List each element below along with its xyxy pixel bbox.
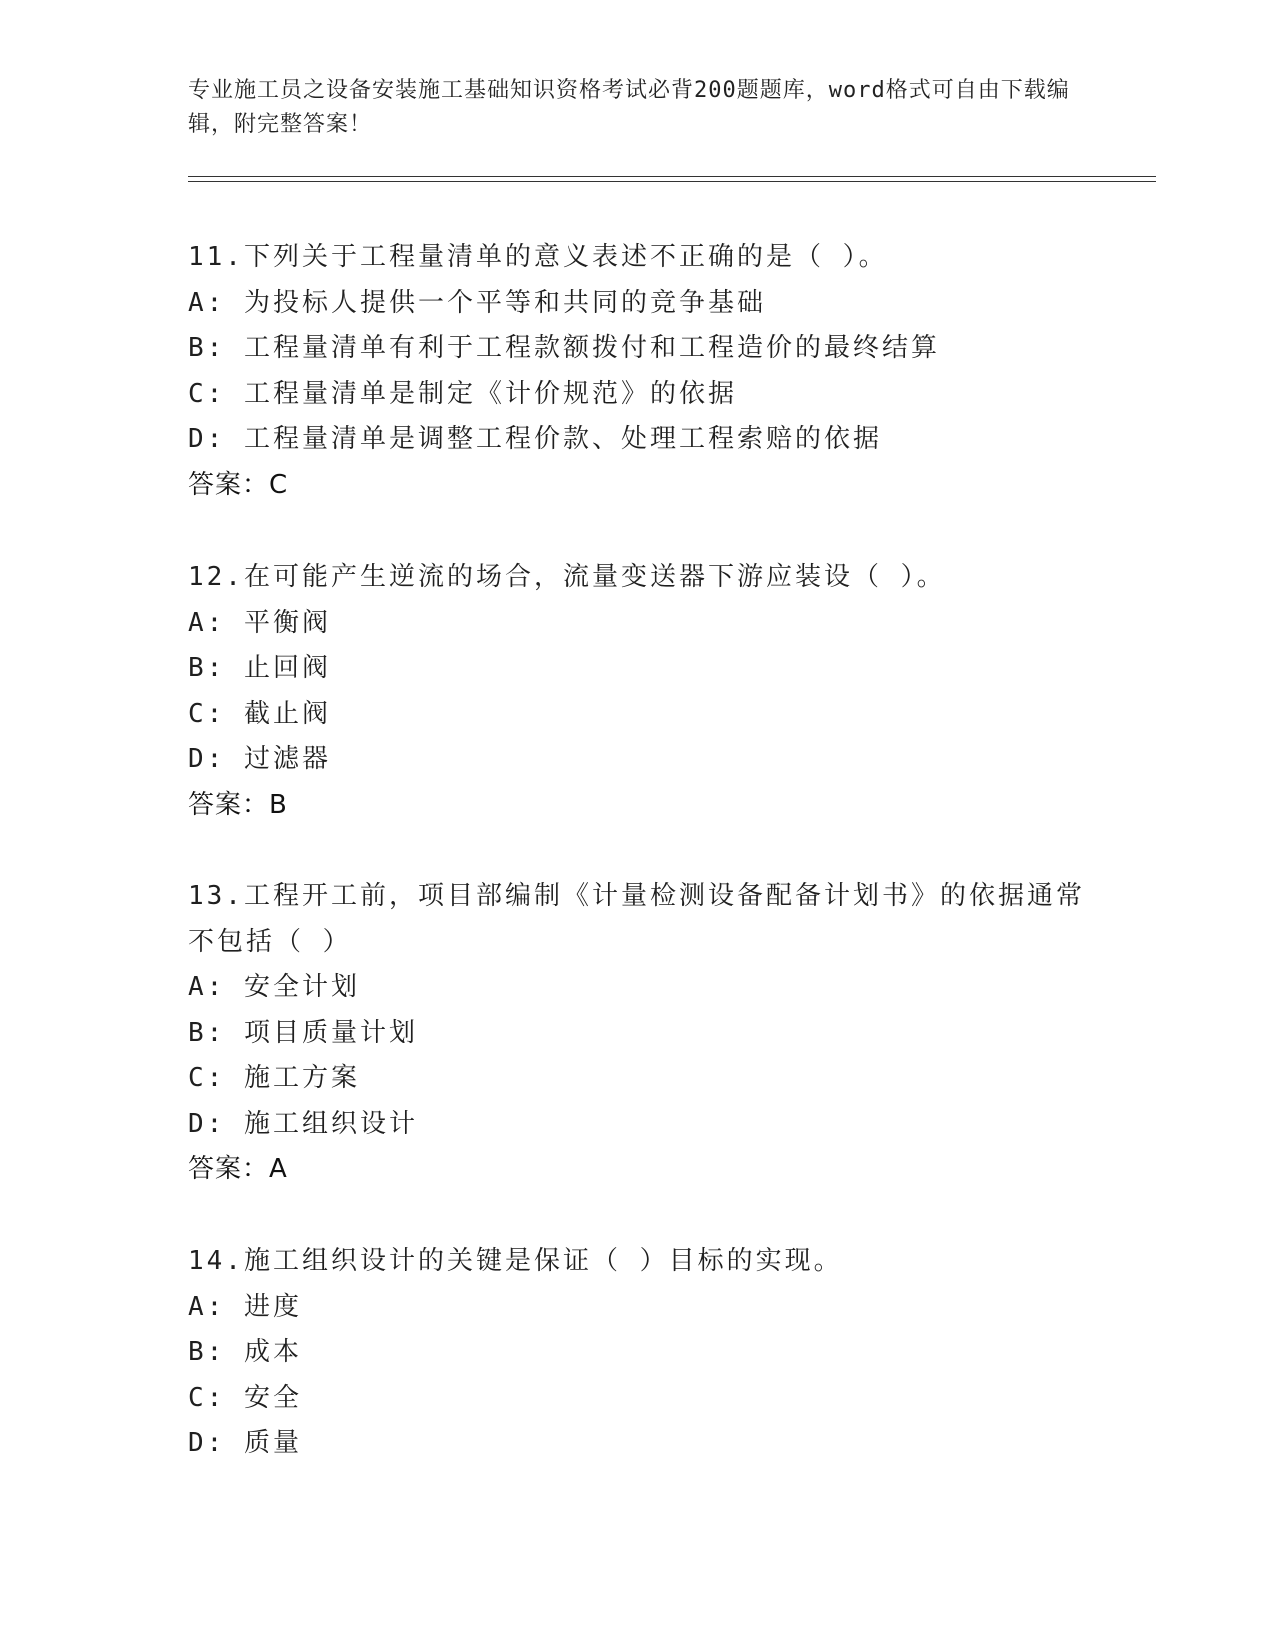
question-11 [188,235,1088,508]
option-d: D: 质量 [188,1428,302,1458]
document-header: 专业施工员之设备安装施工基础知识资格考试必背200题题库，word格式可自由下载编辑，附完整答案！ [188,78,1070,137]
option-b: B: 成本 [188,1337,302,1367]
option-b: B: 止回阀 [188,653,331,683]
header-divider-bottom [188,181,1156,182]
question-12 [188,555,1088,828]
option-a: A: 安全计划 [188,972,360,1002]
option-a: A: 为投标人提供一个平等和共同的竞争基础 [188,287,766,318]
question-stem: 13.工程开工前，项目部编制《计量检测设备配备计划书》的依据通常不包括（ ） [188,881,1085,957]
question-stem: 14.施工组织设计的关键是保证（ ）目标的实现。 [188,1246,843,1276]
option-a: A: 平衡阀 [188,607,331,638]
option-c: C: 截止阀 [188,698,331,729]
question-stem: 11.下列关于工程量清单的意义表述不正确的是（ ）。 [188,242,888,272]
option-c: C: 安全 [188,1382,302,1413]
answer-line: 答案：A [188,1154,288,1184]
option-d: D: 施工组织设计 [188,1108,418,1139]
answer-line: 答案：B [188,789,288,820]
option-b: B: 项目质量计划 [188,1017,418,1048]
option-d: D: 过滤器 [188,744,331,774]
header-divider-top [188,176,1156,177]
option-b: B: 工程量清单有利于工程款额拨付和工程造价的最终结算 [188,333,940,363]
answer-line: 答案：C [188,469,289,500]
question-13 [188,874,1088,1193]
option-d: D: 工程量清单是调整工程价款、处理工程索赔的依据 [188,424,882,454]
question-14 [188,1239,1088,1467]
option-c: C: 施工方案 [188,1063,360,1093]
question-stem: 12.在可能产生逆流的场合，流量变送器下游应装设（ ）。 [188,562,946,592]
option-a: A: 进度 [188,1291,302,1322]
option-c: C: 工程量清单是制定《计价规范》的依据 [188,378,737,409]
